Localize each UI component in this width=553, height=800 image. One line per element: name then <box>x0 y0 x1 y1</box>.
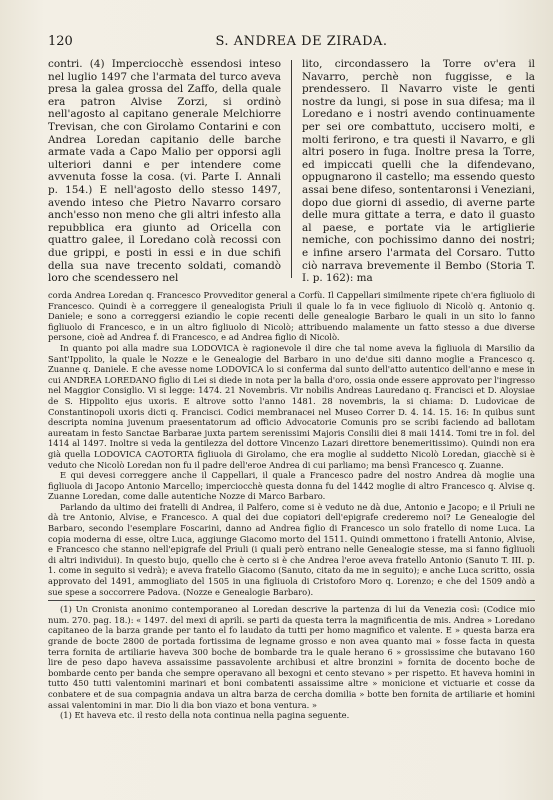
note-paragraph-1: corda Andrea Loredan q. Francesco Provveditor general a Corfù. Il Cappellari similmente ripete ch'era figliuolo di Francesco. Quindi è a correggere il genealogista Priuli il quale lo fa in vece figliuolo di Nicolò q. Antonio q. Daniele; e sono a correggersi eziandio le copie recenti delle genealogie Barbaro le quali in un sito lo fanno figliuolo di Francesco, e in un altro figliuolo di Nicolò; attribuendo malamente un fatto stesso a due diverse persone, cioè ad Andrea f. di Francesco, e ad Andrea figlio di Nicolò. <box>48 290 535 343</box>
page-number: 120 <box>48 34 73 49</box>
note-paragraph-4: Parlando da ultimo dei fratelli di Andrea, il Palfero, come si è veduto ne dà due, Antonio e Jacopo; e il Priuli ne dà tre Antonio, Alvise, e Francesco. A qual dei due copiatori dell'epigrafe crederemo noi? Le Genealogie del Barbaro, secondo l'esemplare Foscarini, danno ad Andrea figlio di Francesco un solo fratello di nome Luca. La copia moderna di esse, oltre Luca, aggiunge Giacomo morto del 1511. Quindi ommettono i fratelli Antonio, Alvise, e Francesco che stanno nell'epigrafe del Priuli (i quali però entrano nelle Genealogie stesse, ma si fanno figliuoli di altri individui). In questo bujo, quello che è certo si è che Andrea l'eroe aveva fratello Antonio (Sanuto T. III. p. 1. come in seguito si vedrà); e aveva fratello Giacomo (Sanuto, citato da me in seguito); e anche Luca scritto, ossia approvato del 1491, ammogliato del 1505 in una figliuola di Cristoforo Moro q. Lorenzo; e che del 1509 andò a sue spese a soccorrere Padova. (Nozze e Genealogie Barbaro). <box>48 501 535 597</box>
note-paragraph-2: In quanto poi alla madre sua LODOVICA è ragionevole il dire che tal nome aveva la figliuola di Marsilio da Sant'Ippolito, la quale le Nozze e le Genealogie del Barbaro in uno de'due siti danno moglie a Francesco q. Zuanne q. Daniele. E che avesse nome LODOVICA lo si conferma dal sunto dell'atto autentico dell'anno e mese in cui ANDREA LOREDANO figlio di Lei si diede in nota per la balla d'oro, ossia onde essere approvato per l'ingresso nel Maggior Consiglio. Vi si legge: 1474. 21 Novembris. Vir nobilis Andreas Lauredano q. Francisci et D. Aloysiae de S. Hippolito ejus uxoris. E altrove sotto l'anno 1481. 28 novembris, la si chiama: D. Ludovicae de Constantinopoli uxoris dicti q. Francisci. Codici membranacei nel Museo Correr D. 4. 14. 15. 16: In quibus sunt descripta nomina juvenum praesentatorum ad officio Advocatorie Comunis pro se scribi faciendo ad ballotam aureatam in festo Sanctae Barbarae juxta partem serenissimi Majoris Consilii diei 8 maii 1414. Tomi tre in fol. del 1414 al 1497. Inoltre si veda la gentilezza del dottore Vincenzo Lazari direttore benemeritissimo). Quindi non era già quella LODOVICA CAOTORTA figliuola di Girolamo, che era moglie al suddetto Nicolò Loredan, giacchè si è veduto che Nicolò Loredan non fu il padre dell'eroe Andrea di cui parliamo; ma bensì Francesco q. Zuanne. <box>48 342 535 470</box>
footnotes <box>48 290 535 721</box>
note-paragraph-6: (1) Et haveva etc. il resto della nota continua nella pagina seguente. <box>60 710 350 721</box>
note-paragraph-3: E qui devesi correggere anche il Cappellari, il quale a Francesco padre del nostro Andrea dà moglie una figliuola di Jacopo Antonio Marcello; imperciocchè questa donna fu del 1442 moglie di altro Francesco q. Alvise q. Zuanne Loredan, come dalle autentiche Nozze di Marco Barbaro. <box>48 470 535 502</box>
column-divider <box>291 60 292 278</box>
left-column: contri. (4) Imperciocchè essendosi inteso nel luglio 1497 che l'armata del turco aveva presa la galea grossa del Zaffo, della quale era patron Alvise Zorzi, si ordinò nell'agosto al capitano generale Melchiorre Trevisan, che con Girolamo Contarini e con Andrea Loredan capitanio delle barche armate vada a Capo Malio per opporsi agli ulteriori danni e per intendere come avvenuta fosse la cosa. (vi. Parte I. Annali p. 154.) E nell'agosto dello stesso 1497, avendo inteso che Pietro Navarro corsaro anch'esso non meno che gli altri infesto alla repubblica era giunto ad Oricella con quattro galee, il Loredano colà recossi con due grippi, e posti in essi e in due schifi della sua nave trecento soldati, comandò loro che scendessero nel <box>48 58 281 285</box>
running-head <box>48 34 535 49</box>
running-title: S. ANDREA DE ZIRADA. <box>215 34 388 49</box>
chronicle-note: (1) Un Cronista anonimo contemporaneo al Loredan descrive la partenza di lui da Venezia così: (Codice mio num. 270. pag. 18.): « 1497. del mexi di aprili. se parti da questa terra la magnificentia de mis. Andrea » Loredano capitaneo de la barza grande per tanto el fo laudato da tutti per homo magnifico et valente. E » questa barza era grande de bocte 2800 de portada fortissima de legname grosso e non avea quanto mai » fosse facta in questa terra fornita de artiliarie haveva 300 boche de bombarde tra le quale herano 6 » grossissime che butavano 160 lire de peso dapo haveva assaissime passavolente archibusi et altre bronzini » fornita de docento boche de bombarde cento per banda che sempre operavano all bexogni et cento stevano » per rispetto. Et haveva homini in tutto 450 tutti valentomini marinari et boni combatenti assaissime altre » monicione et victuarie et cosse da conbatere et de sua compagnia andava un altra barza de cercha domilia » botte ben fornita de artiliarie et homini assai valentomini in mar. Dio li dia bon viazo et bona ventura. » <box>48 604 535 710</box>
main-text-columns <box>48 58 535 285</box>
right-column: lito, circondassero la Torre ov'era il Navarro, perchè non fuggisse, e la prendessero. Il Navarro viste le genti nostre da lungi, si pose in sua difesa; ma il Loredano e i nostri avendo continuamente per sei ore combattuto, uccisero molti, e molti ferirono, e tra questi il Navarro, e gli altri posero in fuga. Inoltre presa la Torre, ed impiccati quelli che la difendevano, oppugnarono il castello; ma essendo questo assai bene difeso, sontentaronsi i Veneziani, dopo due giorni di assedio, di averne parte delle mura gittate a terra, e dato il guasto al paese, e portate via le artiglierie nemiche, con pochissimo danno dei nostri; e infine arsero l'armata del Corsaro. Tutto ciò narrava brevemente il Bembo (Storia T. I. p. 162): ma <box>302 58 535 285</box>
footnote-rule <box>48 600 535 601</box>
